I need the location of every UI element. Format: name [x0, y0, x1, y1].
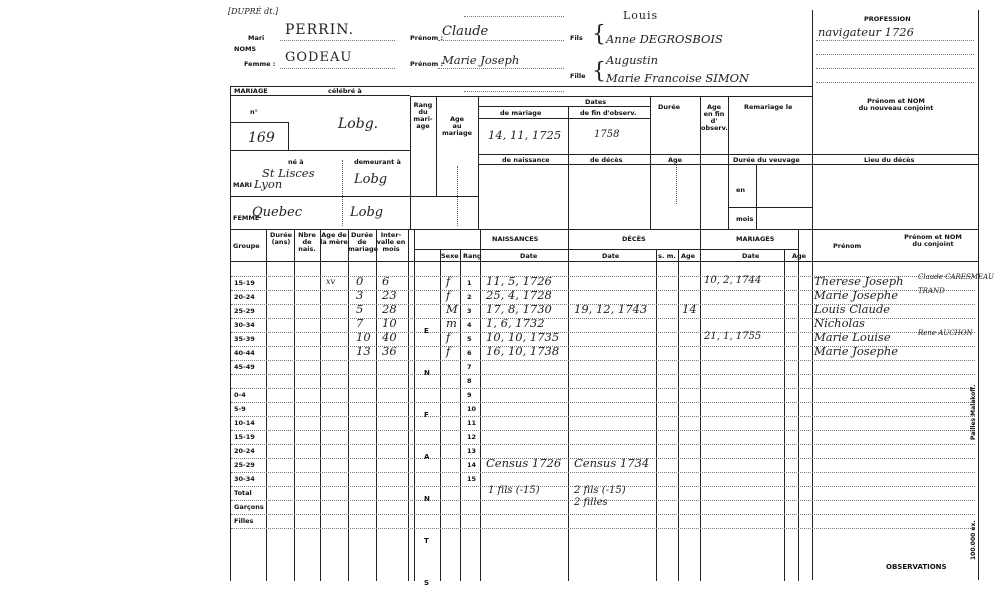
age-label: Age	[668, 156, 683, 164]
child-intervalle: 36	[382, 344, 397, 358]
child-sexe: f	[446, 274, 451, 288]
sm-label: s. m.	[658, 252, 676, 260]
mere-mari: Anne DEGROSBOIS	[606, 32, 723, 46]
census-naissances: Census 1726	[486, 456, 562, 470]
child-prenom: Marie Josephe	[814, 344, 899, 358]
rank-number: 12	[467, 433, 477, 441]
group-label: 15-19	[234, 279, 255, 287]
side-printer: Pailles Malakoff.	[970, 384, 977, 440]
remariage-label: Remariage le	[744, 103, 793, 111]
rank-number: 6	[467, 349, 472, 357]
group-label: 20-24	[234, 293, 255, 301]
profession-value: navigateur 1726	[818, 25, 914, 39]
child-duree: 7	[356, 316, 364, 330]
fils-label: Fils	[570, 34, 583, 42]
h-dureemar-line: mariage	[348, 245, 379, 253]
table-row-line	[231, 388, 975, 389]
fin-observ: 1758	[594, 129, 620, 140]
enfants-letter: N	[424, 495, 430, 503]
duree-mariage-header	[348, 231, 379, 253]
child-prenom: Marie Louise	[814, 330, 891, 344]
age-fin-line: Age	[706, 103, 722, 111]
child-duree: 10	[356, 330, 371, 344]
intervalle-header	[376, 232, 406, 253]
child-naissance: 16, 10, 1738	[486, 344, 560, 358]
child-sexe: f	[446, 344, 451, 358]
celebre-label: célébré à	[328, 87, 362, 95]
mois-label: mois	[736, 215, 754, 223]
naissances-label: NAISSANCES	[492, 235, 539, 243]
h-interv-line: mois	[382, 245, 400, 253]
rang-mariage-line: age	[416, 122, 430, 130]
h-conjoint-line: du conjoint	[912, 240, 954, 248]
h-interv-line: Inter-	[380, 231, 402, 239]
rank-number: 7	[467, 363, 472, 371]
dates-label: Dates	[585, 98, 607, 106]
deces-date-label: Date	[602, 252, 620, 260]
enfants-letter: F	[424, 411, 429, 419]
child-naissance: 25, 4, 1728	[486, 288, 552, 302]
census-deces: Census 1734	[574, 456, 650, 470]
de-fin-observ-label: de fin d'observ.	[580, 109, 637, 117]
table-row-line	[231, 374, 975, 375]
mari-prenom: Claude	[442, 24, 489, 39]
rank-number: 3	[467, 307, 472, 315]
child-naissance: 10, 10, 1735	[486, 330, 560, 344]
prenom-col-label: Prénom	[833, 242, 862, 250]
age-fin-line: d'	[710, 117, 718, 125]
child-conjoint: Claude CARESMEAU	[918, 273, 994, 281]
mari-label: Mari	[248, 34, 265, 42]
date-mariage: 14, 11, 1725	[488, 128, 562, 142]
child-prenom: Marie Josephe	[814, 288, 899, 302]
pere-femme: Augustin	[606, 53, 659, 67]
child-naissance: 11, 5, 1726	[486, 274, 552, 288]
mere-femme: Marie Francoise SIMON	[606, 71, 750, 85]
group-label: 5-9	[234, 405, 246, 413]
enfants-letter: E	[424, 327, 429, 335]
rank-number: 1	[467, 279, 472, 287]
note-top: [DUPRÉ dt.]	[228, 7, 279, 16]
h-dureemar-line: de	[357, 238, 367, 246]
group-label: 0-4	[234, 391, 246, 399]
h-interv-line: valle en	[376, 238, 406, 246]
lieu-deces-label: Lieu du décès	[864, 156, 915, 164]
femme-row-label: FEMME	[233, 214, 260, 222]
group-label: 15-19	[234, 433, 255, 441]
rank-number: 8	[467, 377, 472, 385]
group-label: 25-29	[234, 307, 255, 315]
group-label: 25-29	[234, 461, 255, 469]
en-label: en	[736, 186, 746, 194]
conjoint-header	[890, 234, 976, 248]
rank-number: 11	[467, 419, 477, 427]
fille-label: Fille	[570, 72, 586, 80]
mariages-age-label: Age	[792, 252, 807, 260]
child-duree: 0	[356, 274, 364, 288]
enfants-letter: S	[424, 579, 430, 587]
duree-ans-header	[268, 232, 294, 246]
rank-number: 10	[467, 405, 477, 413]
group-label: 10-14	[234, 419, 255, 427]
deces-age-label: Age	[681, 252, 696, 260]
age-fin-line: en fin	[703, 110, 725, 118]
mariages-date-label: Date	[742, 252, 760, 260]
child-intervalle: 40	[382, 330, 397, 344]
child-duree: 13	[356, 344, 371, 358]
table-row-line	[231, 430, 975, 431]
femme-prenom: Marie Joseph	[442, 53, 520, 67]
mari-ne: St Lisces	[262, 166, 315, 180]
enfants-letter: A	[424, 453, 430, 461]
group-label: 30-34	[234, 475, 255, 483]
prenom-mari-label: Prénom :	[410, 34, 444, 42]
age-au-mariage-header	[437, 116, 477, 137]
profession-label: PROFESSION	[864, 15, 911, 23]
child-prenom: Louis Claude	[814, 302, 891, 316]
child-intervalle: 28	[382, 302, 397, 316]
child-duree: 3	[356, 288, 364, 302]
table-row-line	[231, 514, 975, 515]
group-label: 40-44	[234, 349, 255, 357]
rang-mariage-line: du	[418, 108, 428, 116]
child-sexe: m	[446, 316, 457, 330]
de-deces-label: de décès	[590, 156, 623, 164]
celebre-value: Lobg.	[338, 116, 379, 132]
table-row-line	[231, 416, 975, 417]
group-label: Total	[234, 489, 252, 497]
h-duree-ans-line: (ans)	[271, 238, 291, 246]
rank-number: 14	[467, 461, 477, 469]
rank-number: 5	[467, 335, 472, 343]
child-conjoint: Rene AUCHON	[918, 329, 973, 337]
child-sexe: f	[446, 288, 451, 302]
mari-row-label: MARI	[233, 181, 252, 189]
totals-deces-filles: 2 filles	[574, 497, 608, 508]
h-nbre-line: nais.	[298, 245, 316, 253]
prenom-conjoint-line: Prénom et NOM	[867, 97, 925, 105]
noms-label: NOMS	[234, 45, 257, 53]
naiss-date-label: Date	[520, 252, 538, 260]
family-reconstitution-card: [DUPRÉ dt.] Mari NOMS Femme : PERRIN. GODEAU Prénom : Prénom : Claude Marie Joseph Fils Fille { { Louis Anne DEGROSBOIS Augustin Marie Francoise SIMON PROFESSION navigateur 1726 MARIAGE célébré à n° 169 Lobg. Rang du mari- age Age au mariage Dates de mariage de fin d'observ. 14, 11, 1725 1758 Durée Age en fin d' observ. Remariage le Prénom et NOM du nouveau conjoint de naissance de décès Age Durée du veuvage Lieu du décès né à demeurant à St Lisces Lyon MARI Lobg FEMME Quebec Lobg en mois Groupe Durée (ans) Nbre de nais. Age de la mère Durée de mariage Inter- valle en mois Sexe Rang NAISSANCES Date DÉCÈS Date s. m. Age MARIAGES Date Age Prénom Prénom et NOM du conjoint 15-19 20-24 25-29 30-34 35-39 40-44 45-49 0-4 5-9 10-14 15-19 20-24 25-29 30-34 Total Garçons Filles 1 2 3 4 5 6 7 8 9 10 11 12 13 14 15 E N F A N T S xv 0 6 f 11, 5, 1726 10, 2, 1744 Therese Joseph Claude CARESMEAU 3 23 f 25, 4, 1728 Marie Josephe TRAND 5 28 M 17, 8, 1730 19, 12, 1743 14 Louis Claude 7 10 m 1, 6, 1732 Nicholas 10 40 f 10, 10, 1735 21, 1, 1755 Marie Louise Rene AUCHON 13 36 f 16, 10, 1738 Marie Josephe Census 1726 Census 1734 1 fils (-15) 2 fils (-15) 2 filles OBSERVATIONS Pailles Malakoff. 100.000 ex.	[228, 7, 994, 587]
femme-ne: Quebec	[252, 205, 303, 220]
table-row-line	[231, 528, 975, 529]
duree-label: Durée	[658, 103, 681, 111]
child-naissance: 17, 8, 1730	[486, 302, 552, 316]
group-label: Filles	[234, 517, 254, 525]
de-mariage-label: de mariage	[500, 109, 542, 117]
age-mere-value: xv	[326, 277, 336, 286]
group-label: 20-24	[234, 447, 255, 455]
h-duree-ans-line: Durée	[269, 231, 293, 239]
age-mariage-line: Age	[449, 115, 465, 123]
rank-number: 15	[467, 475, 477, 483]
pere-mari: Louis	[623, 9, 659, 22]
groupe-label: Groupe	[233, 242, 260, 250]
mariage-label: MARIAGE	[234, 87, 268, 95]
table-row-line	[231, 360, 975, 361]
table-row-line	[231, 402, 975, 403]
age-fin-line: observ.	[701, 124, 728, 132]
child-sexe: M	[446, 302, 458, 316]
child-conjoint: TRAND	[918, 287, 945, 295]
duree-veuvage-label: Durée du veuvage	[733, 156, 800, 164]
rang-mariage-line: Rang	[413, 101, 433, 109]
child-age-deces: 14	[682, 302, 697, 316]
h-conjoint-line: Prénom et NOM	[904, 233, 962, 241]
mari-ne2: Lyon	[254, 177, 283, 191]
femme-nom: GODEAU	[285, 50, 353, 65]
rang-label: Rang	[463, 252, 482, 260]
mari-nom: PERRIN.	[285, 22, 355, 38]
child-intervalle: 10	[382, 316, 397, 330]
rang-du-mariage-header	[411, 102, 435, 130]
femme-demeurant: Lobg	[350, 205, 384, 220]
rank-number: 4	[467, 321, 472, 329]
group-label: Garçons	[234, 503, 264, 511]
age-mariage-line: mariage	[441, 129, 473, 137]
group-label: 30-34	[234, 321, 255, 329]
sexe-label: Sexe	[441, 252, 459, 260]
femme-label: Femme :	[244, 60, 276, 68]
prenom-conjoint-line: du nouveau conjoint	[858, 104, 934, 112]
nbre-nais-header	[294, 232, 320, 253]
h-agemere-line: la mère	[320, 238, 348, 246]
age-mariage-line: au	[452, 122, 462, 130]
age-fin-observ-header	[701, 104, 727, 132]
rang-mariage-line: mari-	[413, 115, 433, 123]
child-deces: 19, 12, 1743	[574, 302, 648, 316]
group-label: 35-39	[234, 335, 255, 343]
mariages-label: MARIAGES	[736, 235, 775, 243]
mari-demeurant: Lobg	[354, 172, 388, 187]
no-label: n°	[250, 108, 258, 116]
observations-label: OBSERVATIONS	[886, 563, 947, 571]
child-prenom: Therese Joseph	[814, 274, 904, 288]
enfants-letter: N	[424, 369, 430, 377]
side-count: 100.000 ex.	[970, 520, 977, 560]
child-intervalle: 23	[382, 288, 397, 302]
demeurant-a-label: demeurant à	[354, 158, 401, 166]
h-nbre-line: Nbre de	[298, 231, 316, 246]
child-naissance: 1, 6, 1732	[486, 316, 545, 330]
h-dureemar-line: Durée	[350, 231, 374, 239]
deces-label: DÉCÈS	[622, 235, 646, 243]
totals-naissances: 1 fils (-15)	[488, 485, 540, 496]
rank-number: 9	[467, 391, 472, 399]
child-mariage: 21, 1, 1755	[704, 331, 762, 342]
nouveau-conjoint-header	[818, 98, 974, 112]
age-mere-header	[320, 232, 348, 246]
totals-deces-fils: 2 fils (-15)	[574, 485, 626, 496]
child-duree: 5	[356, 302, 364, 316]
rank-number: 2	[467, 293, 472, 301]
prenom-femme-label: Prénom :	[410, 60, 444, 68]
mariage-no: 169	[248, 130, 275, 146]
child-prenom: Nicholas	[814, 316, 865, 330]
de-naissance-label: de naissance	[502, 156, 550, 164]
child-mariage: 10, 2, 1744	[704, 275, 762, 286]
h-agemere-line: Age de	[321, 231, 347, 239]
enfants-letter: T	[424, 537, 429, 545]
ne-a-label: né à	[288, 158, 304, 166]
rank-number: 13	[467, 447, 477, 455]
child-sexe: f	[446, 330, 451, 344]
child-intervalle: 6	[382, 274, 390, 288]
table-row-line	[231, 472, 975, 473]
table-row-line	[231, 444, 975, 445]
group-label: 45-49	[234, 363, 255, 371]
